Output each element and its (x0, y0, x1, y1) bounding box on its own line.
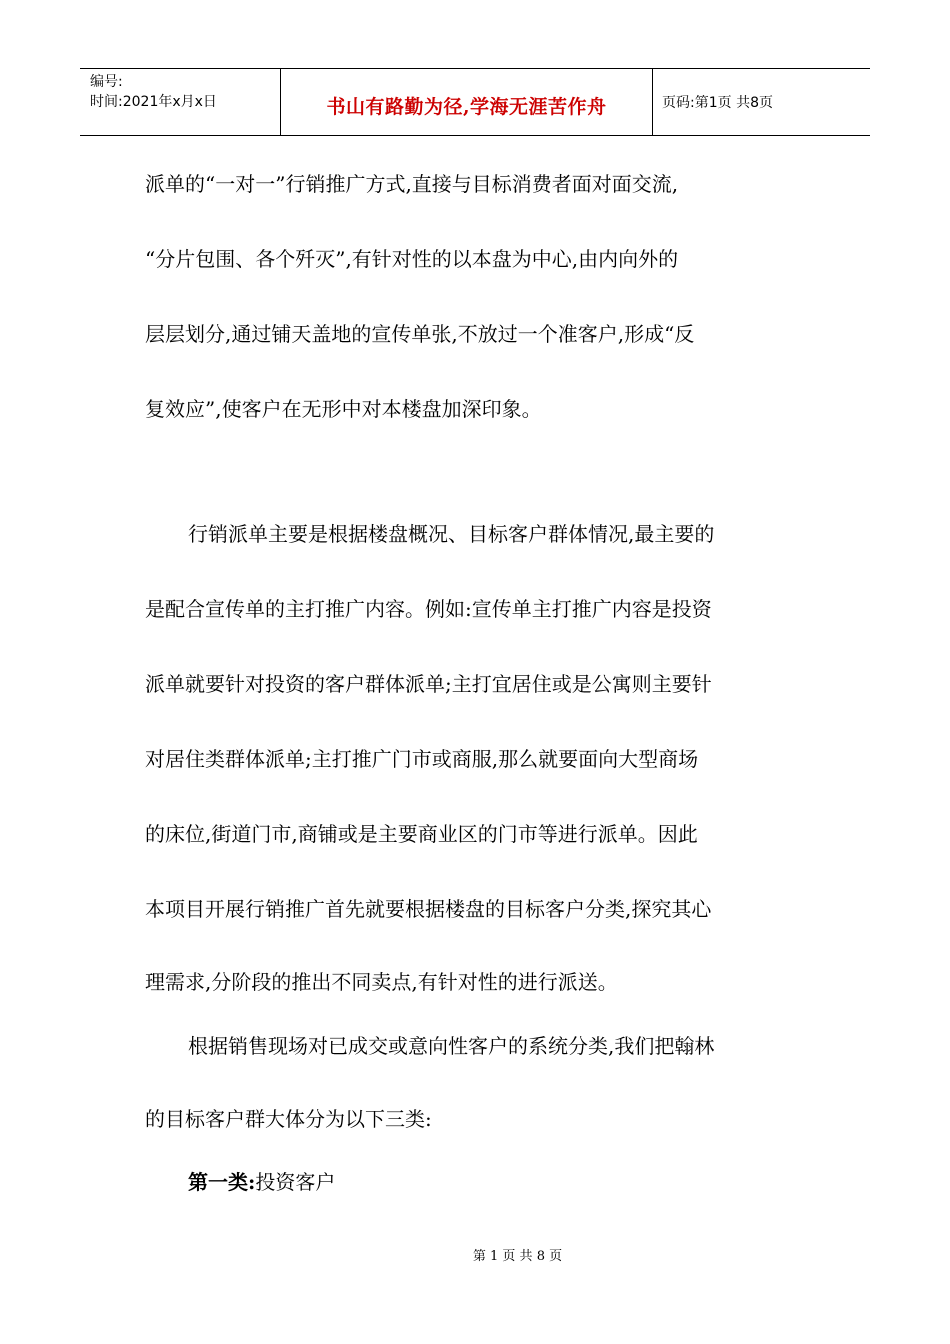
paragraph-line: 层层划分,通过铺天盖地的宣传单张,不放过一个准客户,形成“反 (145, 322, 695, 346)
paragraph-line: 的床位,街道门市,商铺或是主要商业区的门市等进行派单。因此 (145, 822, 698, 846)
header-page-cell (653, 69, 870, 135)
header-page-number: 页码:第1页 共8页 (662, 95, 773, 111)
header-motto-cell (281, 69, 653, 135)
header-meta-cell (80, 69, 281, 135)
paragraph-line: 行销派单主要是根据楼盘概况、目标客户群体情况,最主要的 (188, 522, 715, 546)
paragraph-line: 根据销售现场对已成交或意向性客户的系统分类,我们把翰林 (188, 1034, 715, 1058)
paragraph-line: 派单的“一对一”行销推广方式,直接与目标消费者面对面交流, (145, 172, 679, 196)
category-text: 投资客户 (255, 1170, 336, 1194)
paragraph-line: 本项目开展行销推广首先就要根据楼盘的目标客户分类,探究其心 (145, 897, 712, 921)
page-footer: 第 1 页 共 8 页 (472, 1249, 563, 1264)
document-date-label: 时间:2021年x月x日 (90, 94, 217, 110)
paragraph-line: 是配合宣传单的主打推广内容。例如:宣传单主打推广内容是投资 (145, 597, 712, 621)
category-heading (188, 1168, 853, 1196)
paragraph-line: 理需求,分阶段的推出不同卖点,有针对性的进行派送。 (145, 970, 618, 994)
document-header (80, 68, 870, 136)
paragraph-line: 复效应”,使客户在无形中对本楼盘加深印象。 (145, 397, 542, 421)
paragraph-line: “分片包围、各个歼灭”,有针对性的以本盘为中心,由内向外的 (145, 247, 679, 271)
paragraph-line: 对居住类群体派单;主打推广门市或商服,那么就要面向大型商场 (145, 747, 699, 771)
document-number-label: 编号: (90, 74, 123, 90)
header-motto: 书山有路勤为径,学海无涯苦作舟 (326, 95, 607, 118)
category-label: 第一类: (188, 1170, 256, 1194)
paragraph-line: 派单就要针对投资的客户群体派单;主打宜居住或是公寓则主要针 (145, 672, 712, 696)
paragraph-line: 的目标客户群大体分为以下三类: (145, 1107, 432, 1131)
